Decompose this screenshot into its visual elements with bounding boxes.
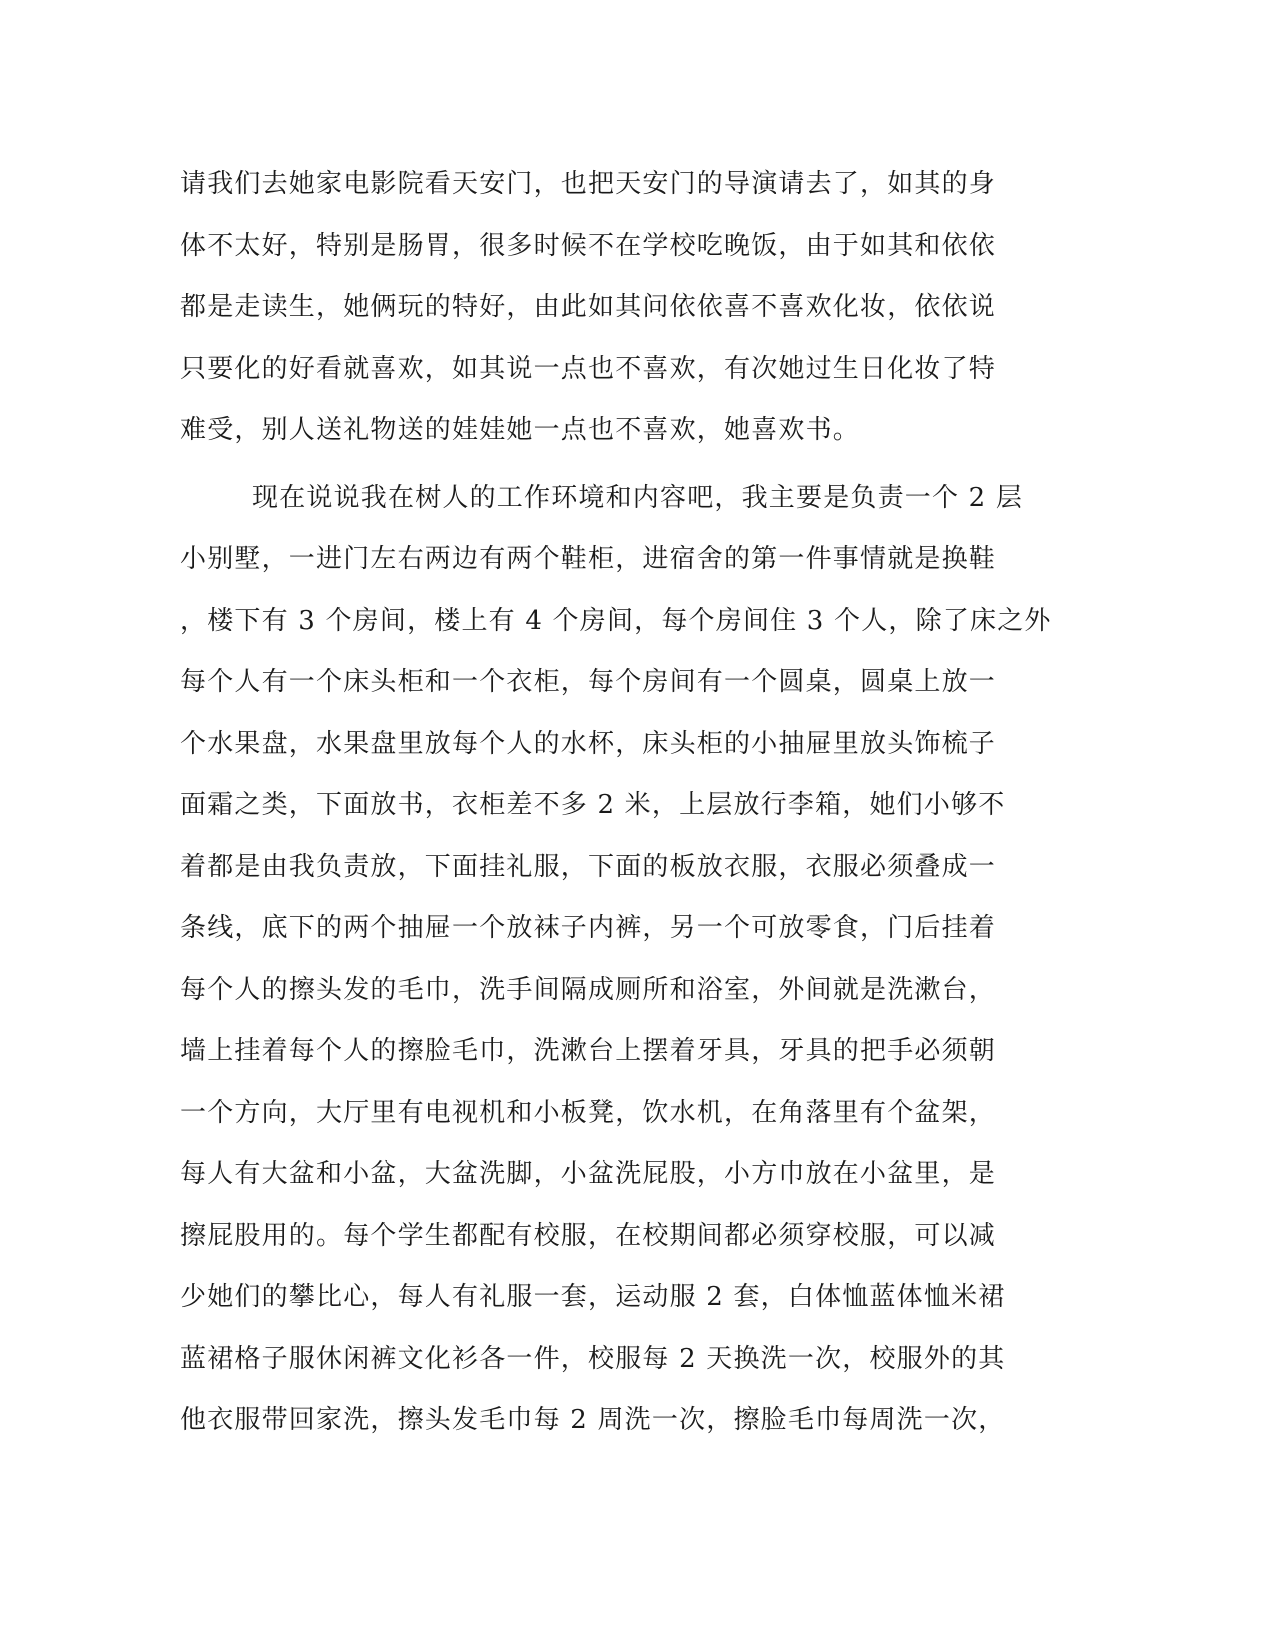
paragraph-line: 每个人的擦头发的毛巾，洗手间隔成厕所和浴室，外间就是洗漱台， (180, 974, 997, 1005)
paragraph-line: 蓝裙格子服休闲裤文化衫各一件，校服每 2 天换洗一次，校服外的其 (180, 1343, 1006, 1374)
paragraph-line: 着都是由我负责放，下面挂礼服，下面的板放衣服，衣服必须叠成一 (180, 851, 997, 882)
paragraph-line: 一个方向，大厅里有电视机和小板凳，饮水机，在角落里有个盆架， (180, 1097, 997, 1128)
paragraph-line: 墙上挂着每个人的擦脸毛巾，洗漱台上摆着牙具，牙具的把手必须朝 (180, 1036, 997, 1066)
paragraph-line: 体不太好，特别是肠胃，很多时候不在学校吃晚饭，由于如其和依依 (180, 230, 997, 261)
paragraph-line: 面霜之类，下面放书，衣柜差不多 2 米，上层放行李箱，她们小够不 (180, 790, 1006, 820)
body-text (180, 154, 1080, 1452)
paragraph-line: 难受，别人送礼物送的娃娃她一点也不喜欢，她喜欢书。 (180, 415, 861, 445)
paragraph-line: 现在说说我在树人的工作环境和内容吧，我主要是负责一个 2 层 (252, 482, 1024, 513)
paragraph-line: 条线，底下的两个抽屉一个放袜子内裤，另一个可放零食，门后挂着 (180, 913, 997, 943)
paragraph-2 (180, 468, 1080, 1452)
paragraph-1 (180, 154, 1080, 462)
paragraph-line: 只要化的好看就喜欢，如其说一点也不喜欢，有次她过生日化妆了特 (180, 353, 997, 384)
paragraph-line: 擦屁股用的。每个学生都配有校服，在校期间都必须穿校服，可以减 (180, 1220, 997, 1251)
paragraph-line: 每个人有一个床头柜和一个衣柜，每个房间有一个圆桌，圆桌上放一 (180, 667, 997, 697)
paragraph-line: ，楼下有 3 个房间，楼上有 4 个房间，每个房间住 3 个人，除了床之外 (180, 605, 1052, 636)
paragraph-line: 他衣服带回家洗，擦头发毛巾每 2 周洗一次，擦脸毛巾每周洗一次， (180, 1405, 1006, 1435)
paragraph-line: 少她们的攀比心，每人有礼服一套，运动服 2 套，白体恤蓝体恤米裙 (180, 1282, 1006, 1312)
paragraph-line: 每人有大盆和小盆，大盆洗脚，小盆洗屁股，小方巾放在小盆里，是 (180, 1159, 997, 1189)
paragraph-line: 个水果盘，水果盘里放每个人的水杯，床头柜的小抽屉里放头饰梳子 (180, 728, 997, 759)
paragraph-line: 都是走读生，她俩玩的特好，由此如其问依依喜不喜欢化妆，依依说 (180, 292, 997, 322)
paragraph-line: 请我们去她家电影院看天安门，也把天安门的导演请去了，如其的身 (180, 169, 997, 199)
paragraph-line: 小别墅，一进门左右两边有两个鞋柜，进宿舍的第一件事情就是换鞋 (180, 544, 997, 574)
